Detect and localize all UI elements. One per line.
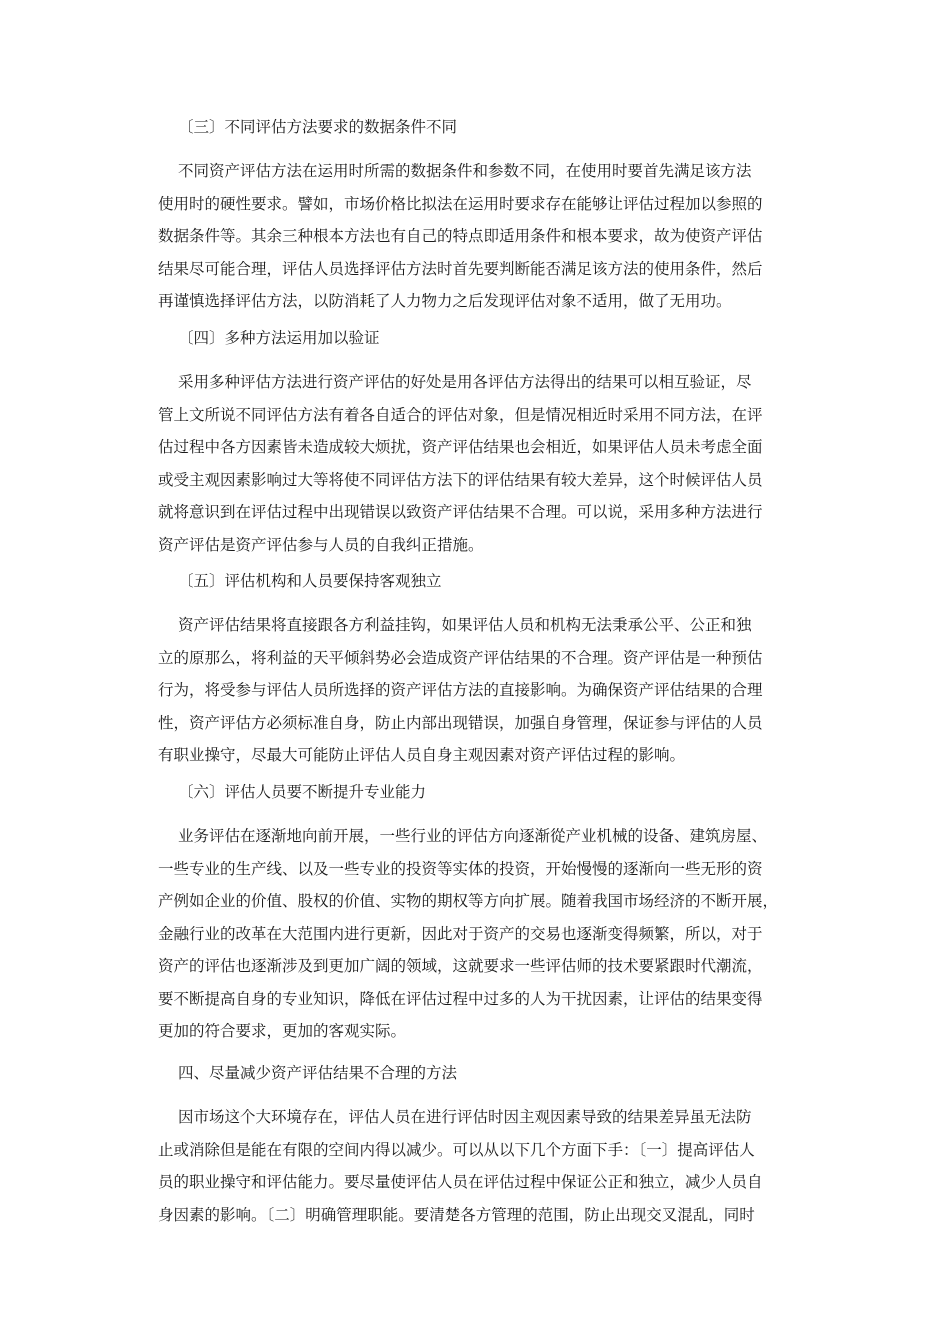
paragraph-line: 结果尽可能合理，评估人员选择评估方法时首先要判断能否满足该方法的使用条件，然后 bbox=[158, 259, 763, 278]
section-heading-3: 〔三〕不同评估方法要求的数据条件不同 bbox=[178, 118, 458, 136]
paragraph-line: 金融行业的改革在大范围内进行更新，因此对于资产的交易也逐渐变得频繁，所以，对于 bbox=[158, 924, 763, 943]
paragraph-line: 就将意识到在评估过程中出现错误以致资产评估结果不合理。可以说，采用多种方法进行 bbox=[158, 503, 763, 521]
paragraph-line: 立的原那么，将利益的天平倾斜势必会造成资产评估结果的不合理。资产评估是一种预估 bbox=[158, 648, 763, 667]
paragraph-line: 有职业操守，尽最大可能防止评估人员自身主观因素对资产评估过程的影响。 bbox=[158, 746, 686, 764]
section-heading-methods: 四、尽量减少资产评估结果不合理的方法 bbox=[178, 1064, 458, 1082]
section-heading-4: 〔四〕多种方法运用加以验证 bbox=[178, 329, 380, 347]
paragraph-line: 性，资产评估方必须标准自身，防止内部出现错误，加强自身管理，保证参与评估的人员 bbox=[158, 713, 763, 732]
paragraph-line: 不同资产评估方法在运用时所需的数据条件和参数不同，在使用时要首先满足该方法 bbox=[178, 162, 752, 180]
paragraph-line: 数据条件等。其余三种根本方法也有自己的特点即适用条件和根本要求，故为使资产评估 bbox=[158, 227, 763, 245]
paragraph-line: 要不断提高自身的专业知识，降低在评估过程中过多的人为干扰因素，让评估的结果变得 bbox=[158, 989, 763, 1008]
paragraph-line: 或受主观因素影响过大等将使不同评估方法下的评估结果有较大差异，这个时候评估人员 bbox=[158, 470, 763, 489]
paragraph-line: 使用时的硬性要求。譬如，市场价格比拟法在运用时要求存在能够让评估过程加以参照的 bbox=[158, 194, 763, 213]
paragraph-line: 采用多种评估方法进行资产评估的好处是用各评估方法得出的结果可以相互验证，尽 bbox=[178, 373, 752, 391]
section-paragraph-3 bbox=[158, 155, 804, 318]
paragraph-line: 身因素的影响。〔二〕明确管理职能。要清楚各方管理的范围，防止出现交叉混乱，同时 bbox=[158, 1205, 755, 1224]
paragraph-line: 资产评估结果将直接跟各方利益挂钩，如果评估人员和机构无法秉承公平、公正和独 bbox=[178, 616, 752, 634]
paragraph-line: 估过程中各方因素皆未造成较大烦扰，资产评估结果也会相近，如果评估人员未考虑全面 bbox=[158, 438, 763, 456]
section-paragraph-methods bbox=[158, 1101, 804, 1231]
paragraph-line: 资产的评估也逐渐涉及到更加广阔的领域，这就要求一些评估师的技术要紧跟时代潮流， bbox=[158, 957, 763, 975]
paragraph-line: 资产评估是资产评估参与人员的自我纠正措施。 bbox=[158, 535, 484, 554]
section-paragraph-6 bbox=[158, 820, 804, 1048]
paragraph-line: 止或消除但是能在有限的空间内得以减少。可以从以下几个方面下手：〔一〕提高评估人 bbox=[158, 1140, 755, 1159]
paragraph-line: 一些专业的生产线、以及一些专业的投资等实体的投资，开始慢慢的逐渐向一些无形的资 bbox=[158, 859, 763, 878]
section-paragraph-5 bbox=[158, 609, 804, 772]
paragraph-line: 因市场这个大环境存在，评估人员在进行评估时因主观因素导致的结果差异虽无法防 bbox=[178, 1108, 752, 1126]
paragraph-line: 员的职业操守和评估能力。要尽量使评估人员在评估过程中保证公正和独立，减少人员自 bbox=[158, 1173, 763, 1191]
paragraph-line: 更加的符合要求，更加的客观实际。 bbox=[158, 1022, 407, 1040]
paragraph-line: 业务评估在逐渐地向前开展，一些行业的评估方向逐渐從产业机械的设备、建筑房屋、 bbox=[178, 827, 768, 845]
paragraph-line: 产例如企业的价值、股权的价值、实物的期权等方向扩展。随着我国市场经济的不断开展， bbox=[158, 892, 779, 910]
paragraph-line: 再谨慎选择评估方法，以防消耗了人力物力之后发现评估对象不适用，做了无用功。 bbox=[158, 292, 732, 310]
section-heading-6: 〔六〕评估人员要不断提升专业能力 bbox=[178, 783, 427, 801]
paragraph-line: 行为，将受参与评估人员所选择的资产评估方法的直接影响。为确保资产评估结果的合理 bbox=[158, 681, 763, 699]
section-paragraph-4 bbox=[158, 366, 804, 561]
section-heading-5: 〔五〕评估机构和人员要保持客观独立 bbox=[178, 572, 442, 590]
paragraph-line: 管上文所说不同评估方法有着各自适合的评估对象，但是情况相近时采用不同方法，在评 bbox=[158, 405, 763, 424]
